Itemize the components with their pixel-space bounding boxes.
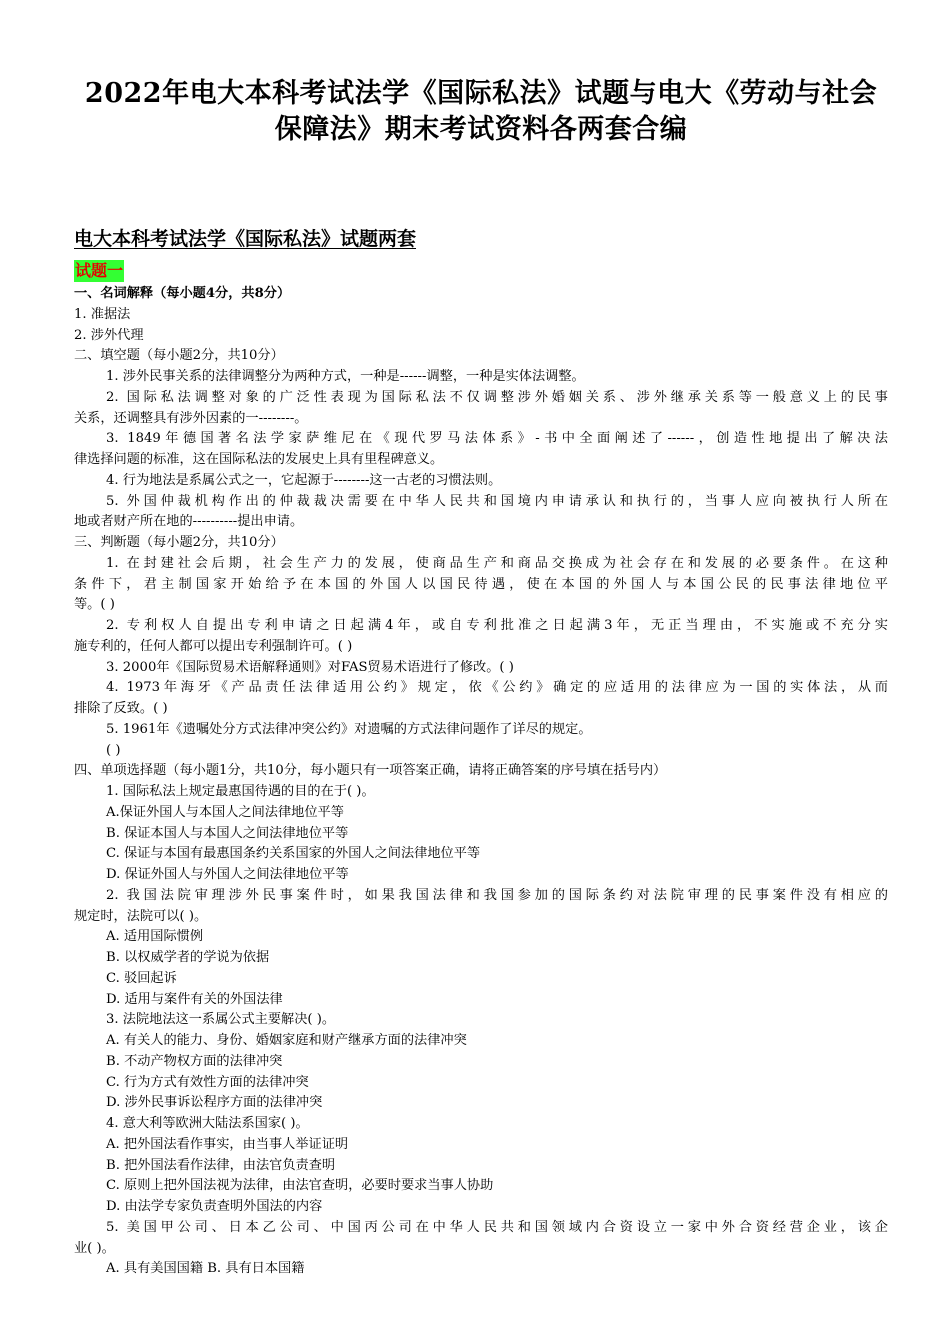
- text-line: 二、填空题（每小题2分，共10分）: [74, 348, 284, 364]
- text-line: C. 行为方式有效性方面的法律冲突: [106, 1074, 309, 1090]
- text-line: D. 适用与案件有关的外国法律: [106, 991, 283, 1007]
- text-line: 5. 外国仲裁机构作出的仲裁裁决需要在中华人民共和国境内申请承认和执行的，当事人应向被执行人所在: [106, 493, 888, 509]
- text-line: 地或者财产所在地的----------提出申请。: [74, 514, 304, 530]
- exam-body: [74, 284, 888, 1280]
- text-line: 3. 2000年《国际贸易术语解释通则》对FAS贸易术语进行了修改。( ): [106, 659, 514, 675]
- text-line: 四、单项选择题（每小题1分，共10分，每小题只有一项答案正确，请将正确答案的序号填在括号内）: [74, 763, 667, 779]
- text-line: 5. 1961年《遗嘱处分方式法律冲突公约》对遗嘱的方式法律问题作了详尽的规定。: [106, 721, 592, 737]
- text-line: B. 不动产物权方面的法律冲突: [106, 1053, 283, 1069]
- document-title: [74, 76, 888, 148]
- text-line: C. 保证与本国有最惠国条约关系国家的外国人之间法律地位平等: [106, 846, 481, 862]
- text-line: 2. 涉外代理: [74, 327, 144, 343]
- text-line: 4. 行为地法是系属公式之一，它起源于--------这一古老的习惯法则。: [106, 472, 502, 488]
- text-line: 条件下，君主制国家开始给予在本国的外国人以国民待遇，使在本国的外国人与本国公民的民事法律地位平: [74, 576, 888, 592]
- text-line: ( ): [106, 742, 121, 758]
- text-line: 2. 国际私法调整对象的广泛性表现为国际私法不仅调整涉外婚姻关系、涉外继承关系等一般意义上的民事: [106, 389, 888, 405]
- text-line: 1. 涉外民事关系的法律调整分为两种方式，一种是------调整，一种是实体法调整。: [106, 369, 585, 384]
- document-title-line-1: 2022年电大本科考试法学《国际私法》试题与电大《劳动与社会: [84, 78, 878, 109]
- text-line: 5. 美国甲公司、日本乙公司、中国丙公司在中华人民共和国领域内合资设立一家中外合资经营企业，该企: [106, 1219, 888, 1235]
- exam-tag-highlight: 试题一: [75, 261, 124, 280]
- text-line: B. 把外国法看作法律，由法官负责查明: [106, 1157, 336, 1173]
- text-line: D. 保证外国人与外国人之间法律地位平等: [106, 867, 349, 882]
- text-line: 规定时，法院可以( )。: [74, 908, 208, 924]
- text-line: 1. 国际私法上规定最惠国待遇的目的在于( )。: [106, 784, 375, 799]
- text-line: 4. 意大利等欧洲大陆法系国家( )。: [106, 1116, 309, 1131]
- text-line: 3. 法院地法这一系属公式主要解决( )。: [106, 1012, 336, 1028]
- text-line: 关系，还调整具有涉外因素的一--------。: [74, 410, 308, 426]
- document-title-line-2: 保障法》期末考试资料各两套合编: [274, 114, 688, 145]
- text-line: A. 具有美国国籍 B. 具有日本国籍: [106, 1261, 305, 1277]
- text-line: A. 适用国际惯例: [106, 929, 204, 945]
- text-line: 3. 1849年德国著名法学家萨维尼在《现代罗马法体系》-书中全面阐述了------，创造性地提出了解决法: [106, 431, 888, 447]
- text-line: C. 原则上把外国法视为法律，由法官查明，必要时要求当事人协助: [106, 1178, 494, 1194]
- text-line: 律选择问题的标准，这在国际私法的发展史上具有里程碑意义。: [74, 452, 444, 467]
- text-line: 4. 1973年海牙《产品责任法律适用公约》规定，依《公约》确定的应适用的法律应为一国的实体法，从而: [106, 680, 888, 696]
- text-line: 一、名词解释（每小题4分，共8分）: [74, 286, 291, 301]
- text-line: 三、判断题（每小题2分，共10分）: [74, 535, 284, 550]
- text-line: C. 驳回起诉: [106, 970, 177, 986]
- text-line: A. 有关人的能力、身份、婚姻家庭和财产继承方面的法律冲突: [106, 1033, 467, 1048]
- text-line: 1. 准据法: [74, 306, 131, 322]
- text-line: 2. 专利权人自提出专利申请之日起满4年，或自专利批准之日起满3年，无正当理由，不实施或不充分实: [106, 618, 888, 633]
- text-line: A. 把外国法看作事实，由当事人举证证明: [106, 1136, 349, 1152]
- text-line: 业( )。: [74, 1240, 115, 1256]
- text-line: A.保证外国人与本国人之间法律地位平等: [106, 804, 344, 820]
- text-line: B. 以权威学者的学说为依据: [106, 950, 270, 965]
- text-line: 等。( ): [74, 597, 115, 613]
- text-line: 施专利的，任何人都可以提出专利强制许可。( ): [74, 638, 353, 654]
- section-heading: 电大本科考试法学《国际私法》试题两套: [74, 228, 417, 250]
- text-line: 2. 我国法院审理涉外民事案件时，如果我国法律和我国参加的国际条约对法院审理的民事案件没有相应的: [106, 887, 888, 903]
- text-line: D. 涉外民事诉讼程序方面的法律冲突: [106, 1095, 323, 1111]
- text-line: B. 保证本国人与本国人之间法律地位平等: [106, 825, 349, 841]
- text-line: 1. 在封建社会后期，社会生产力的发展，使商品生产和商品交换成为社会存在和发展的必要条件。在这种: [106, 555, 888, 571]
- text-line: 排除了反致。( ): [74, 701, 168, 716]
- text-line: D. 由法学专家负责查明外国法的内容: [106, 1199, 323, 1214]
